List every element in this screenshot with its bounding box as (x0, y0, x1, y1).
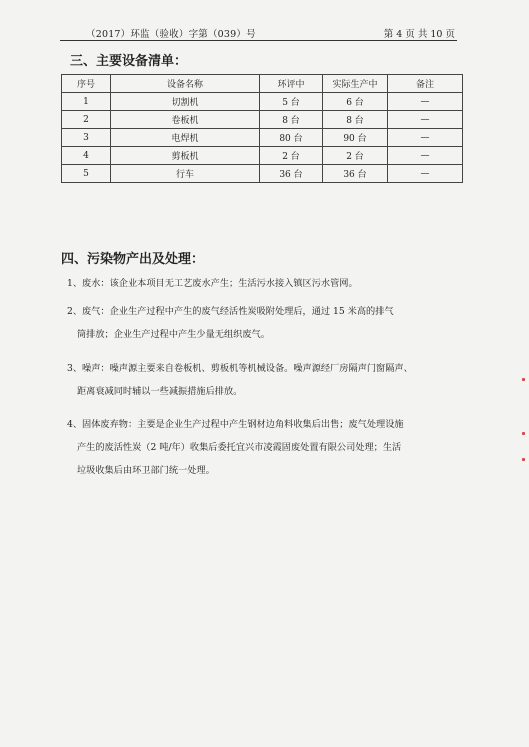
cell-actual: 2 台 (323, 147, 388, 165)
edge-mark (522, 458, 525, 461)
column-header-actual: 实际生产中 (323, 75, 388, 93)
cell-remarks: — (388, 93, 463, 111)
cell-actual: 8 台 (323, 111, 388, 129)
paragraph-line: 2、废气：企业生产过程中产生的废气经活性炭吸附处理后，通过 15 米高的排气 (67, 306, 394, 317)
cell-remarks: — (388, 111, 463, 129)
section-title-pollutants: 四、污染物产出及处理： (61, 252, 205, 267)
edge-mark (522, 378, 525, 381)
paragraph-line: 垃圾收集后由环卫部门统一处理。 (77, 465, 215, 476)
column-header-name: 设备名称 (111, 75, 260, 93)
paragraph-noise (67, 357, 463, 403)
paragraph-line: 筒排放；企业生产过程中产生少量无组织废气。 (77, 329, 270, 340)
table-row (62, 129, 463, 147)
cell-name: 电焊机 (111, 129, 260, 147)
cell-no: 4 (62, 147, 111, 165)
cell-name: 切割机 (111, 93, 260, 111)
cell-no: 3 (62, 129, 111, 147)
equipment-table (61, 74, 463, 183)
page-indicator: 第 4 页 共 10 页 (383, 29, 455, 40)
column-header-no: 序号 (62, 75, 111, 93)
header-divider (60, 40, 457, 41)
document-number: （2017）环监（验收）字第（039）号 (86, 29, 256, 40)
table-row (62, 147, 463, 165)
paragraph-line: 产生的废活性炭（2 吨/年）收集后委托宜兴市凌霞固废处置有限公司处理；生活 (77, 442, 402, 453)
table-row (62, 93, 463, 111)
cell-name: 剪板机 (111, 147, 260, 165)
paragraph-exhaust-gas (67, 300, 463, 346)
cell-remarks: — (388, 147, 463, 165)
edge-mark (522, 432, 525, 435)
section-title-equipment: 三、主要设备清单： (70, 54, 188, 69)
cell-no: 2 (62, 111, 111, 129)
cell-eia: 80 台 (260, 129, 323, 147)
paragraph-wastewater (67, 272, 463, 295)
paragraph-line: 1、废水：该企业本项目无工艺废水产生；生活污水接入镇区污水管网。 (67, 278, 358, 289)
table-row (62, 111, 463, 129)
cell-remarks: — (388, 165, 463, 183)
cell-eia: 36 台 (260, 165, 323, 183)
table-row (62, 165, 463, 183)
paragraph-solid-waste (67, 413, 463, 482)
cell-eia: 5 台 (260, 93, 323, 111)
cell-eia: 2 台 (260, 147, 323, 165)
cell-remarks: — (388, 129, 463, 147)
cell-actual: 90 台 (323, 129, 388, 147)
cell-actual: 6 台 (323, 93, 388, 111)
cell-eia: 8 台 (260, 111, 323, 129)
table-header-row (62, 75, 463, 93)
paragraph-line: 4、固体废弃物：主要是企业生产过程中产生钢材边角料收集后出售；废气处理设施 (67, 419, 404, 430)
column-header-eia: 环评中 (260, 75, 323, 93)
cell-actual: 36 台 (323, 165, 388, 183)
paragraph-line: 3、噪声：噪声源主要来自卷板机、剪板机等机械设备。噪声源经厂房隔声门窗隔声、 (67, 363, 413, 374)
column-header-remarks: 备注 (388, 75, 463, 93)
cell-name: 行车 (111, 165, 260, 183)
cell-no: 1 (62, 93, 111, 111)
paragraph-line: 距离衰减同时辅以一些减振措施后排放。 (77, 386, 243, 397)
cell-name: 卷板机 (111, 111, 260, 129)
cell-no: 5 (62, 165, 111, 183)
